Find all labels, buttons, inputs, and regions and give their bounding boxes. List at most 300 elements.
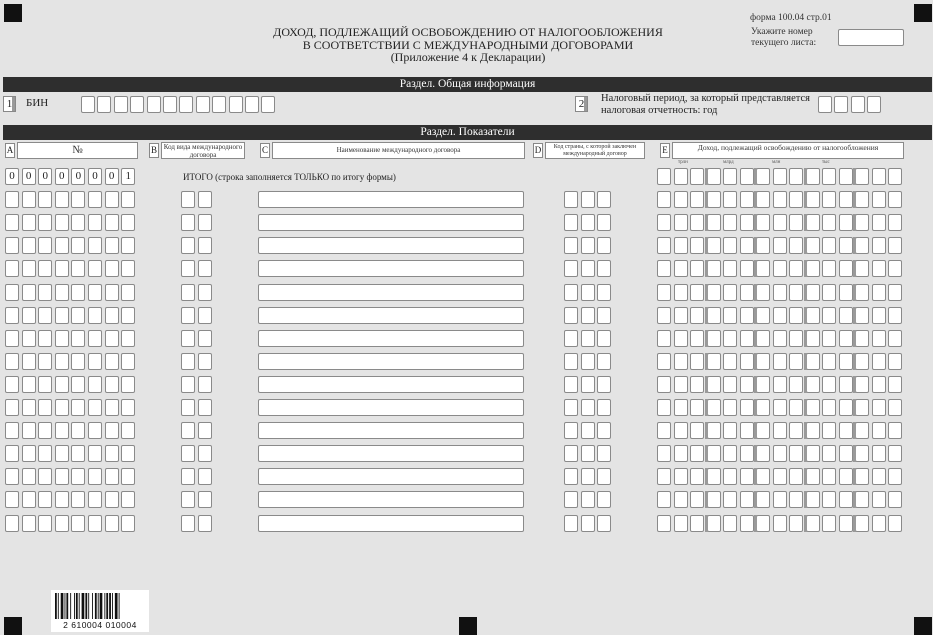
- row-number-cell[interactable]: [55, 376, 69, 393]
- country-code-cell[interactable]: [564, 307, 578, 324]
- row-number-cell[interactable]: [55, 515, 69, 532]
- country-code-cell[interactable]: [564, 468, 578, 485]
- amount-digit-cell[interactable]: [888, 191, 902, 208]
- amount-digit-cell[interactable]: [740, 445, 754, 462]
- bin-digit-cell[interactable]: [163, 96, 177, 113]
- amount-digit-cell[interactable]: [707, 330, 721, 347]
- row-number-cell[interactable]: [105, 284, 119, 301]
- amount-digit-cell[interactable]: [707, 284, 721, 301]
- row-number-cell[interactable]: [121, 237, 135, 254]
- amount-digit-cell[interactable]: [806, 214, 820, 231]
- row-number-cell[interactable]: [105, 191, 119, 208]
- row-number-cell[interactable]: [121, 284, 135, 301]
- row-number-cell[interactable]: 0: [55, 168, 69, 185]
- row-number-cell[interactable]: [22, 214, 36, 231]
- row-number-cell[interactable]: [55, 260, 69, 277]
- row-number-cell[interactable]: [88, 422, 102, 439]
- treaty-type-code-cell[interactable]: [181, 422, 195, 439]
- amount-digit-cell[interactable]: [822, 284, 836, 301]
- country-code-cell[interactable]: [597, 260, 611, 277]
- row-number-cell[interactable]: [22, 491, 36, 508]
- amount-digit-cell[interactable]: [855, 260, 869, 277]
- treaty-name-field[interactable]: [258, 445, 524, 462]
- amount-digit-cell[interactable]: [789, 515, 803, 532]
- treaty-name-field[interactable]: [258, 491, 524, 508]
- country-code-cell[interactable]: [597, 307, 611, 324]
- amount-digit-cell[interactable]: [773, 399, 787, 416]
- year-digit-cell[interactable]: [834, 96, 848, 113]
- amount-digit-cell[interactable]: [690, 422, 704, 439]
- amount-digit-cell[interactable]: [690, 515, 704, 532]
- amount-digit-cell[interactable]: [789, 330, 803, 347]
- amount-digit-cell[interactable]: [872, 330, 886, 347]
- treaty-type-code-cell[interactable]: [198, 515, 212, 532]
- amount-digit-cell[interactable]: [723, 422, 737, 439]
- bin-digit-cell[interactable]: [196, 96, 210, 113]
- amount-digit-cell[interactable]: [789, 445, 803, 462]
- country-code-cell[interactable]: [581, 284, 595, 301]
- amount-digit-cell[interactable]: [789, 491, 803, 508]
- row-number-cell[interactable]: [22, 284, 36, 301]
- country-code-cell[interactable]: [564, 422, 578, 439]
- amount-digit-cell[interactable]: [723, 445, 737, 462]
- row-number-cell[interactable]: [71, 353, 85, 370]
- country-code-cell[interactable]: [597, 491, 611, 508]
- amount-digit-cell[interactable]: [773, 353, 787, 370]
- country-code-cell[interactable]: [581, 422, 595, 439]
- amount-digit-cell[interactable]: [855, 422, 869, 439]
- amount-digit-cell[interactable]: [872, 445, 886, 462]
- row-number-cell[interactable]: [5, 491, 19, 508]
- row-number-cell[interactable]: [5, 376, 19, 393]
- country-code-cell[interactable]: [597, 191, 611, 208]
- row-number-cell[interactable]: [71, 422, 85, 439]
- bin-digit-cell[interactable]: [147, 96, 161, 113]
- bin-digit-cell[interactable]: [81, 96, 95, 113]
- row-number-cell[interactable]: [55, 468, 69, 485]
- amount-digit-cell[interactable]: [855, 445, 869, 462]
- treaty-type-code-cell[interactable]: [198, 468, 212, 485]
- amount-digit-cell[interactable]: [756, 353, 770, 370]
- row-number-cell[interactable]: [105, 214, 119, 231]
- country-code-cell[interactable]: [564, 284, 578, 301]
- amount-digit-cell[interactable]: [773, 307, 787, 324]
- row-number-cell[interactable]: [88, 468, 102, 485]
- row-number-cell[interactable]: [88, 353, 102, 370]
- amount-digit-cell[interactable]: [888, 260, 902, 277]
- amount-digit-cell[interactable]: [723, 515, 737, 532]
- country-code-cell[interactable]: [581, 330, 595, 347]
- treaty-name-field[interactable]: [258, 376, 524, 393]
- country-code-cell[interactable]: [597, 468, 611, 485]
- amount-digit-cell[interactable]: [806, 260, 820, 277]
- row-number-cell[interactable]: [105, 491, 119, 508]
- amount-digit-cell[interactable]: [740, 491, 754, 508]
- amount-digit-cell[interactable]: [773, 491, 787, 508]
- row-number-cell[interactable]: [38, 353, 52, 370]
- row-number-cell[interactable]: [105, 445, 119, 462]
- treaty-type-code-cell[interactable]: [198, 445, 212, 462]
- amount-digit-cell[interactable]: [657, 260, 671, 277]
- bin-digit-cell[interactable]: [114, 96, 128, 113]
- amount-digit-cell[interactable]: [888, 168, 902, 185]
- amount-digit-cell[interactable]: [674, 491, 688, 508]
- row-number-cell[interactable]: [38, 330, 52, 347]
- amount-digit-cell[interactable]: [855, 515, 869, 532]
- year-digit-cell[interactable]: [851, 96, 865, 113]
- amount-digit-cell[interactable]: [789, 376, 803, 393]
- row-number-cell[interactable]: [71, 284, 85, 301]
- bin-digit-cell[interactable]: [229, 96, 243, 113]
- row-number-cell[interactable]: [105, 376, 119, 393]
- amount-digit-cell[interactable]: [822, 353, 836, 370]
- row-number-cell[interactable]: [121, 515, 135, 532]
- row-number-cell[interactable]: [55, 214, 69, 231]
- treaty-name-field[interactable]: [258, 260, 524, 277]
- amount-digit-cell[interactable]: [773, 422, 787, 439]
- amount-digit-cell[interactable]: [740, 353, 754, 370]
- country-code-cell[interactable]: [597, 353, 611, 370]
- treaty-type-code-cell[interactable]: [198, 260, 212, 277]
- country-code-cell[interactable]: [581, 491, 595, 508]
- amount-digit-cell[interactable]: [707, 191, 721, 208]
- row-number-cell[interactable]: [38, 284, 52, 301]
- amount-digit-cell[interactable]: [888, 307, 902, 324]
- row-number-cell[interactable]: [38, 399, 52, 416]
- country-code-cell[interactable]: [581, 515, 595, 532]
- amount-digit-cell[interactable]: [872, 353, 886, 370]
- amount-digit-cell[interactable]: [806, 376, 820, 393]
- amount-digit-cell[interactable]: [707, 422, 721, 439]
- country-code-cell[interactable]: [597, 515, 611, 532]
- amount-digit-cell[interactable]: [888, 330, 902, 347]
- amount-digit-cell[interactable]: [839, 445, 853, 462]
- amount-digit-cell[interactable]: [872, 237, 886, 254]
- amount-digit-cell[interactable]: [707, 353, 721, 370]
- row-number-cell[interactable]: [105, 353, 119, 370]
- amount-digit-cell[interactable]: [822, 422, 836, 439]
- amount-digit-cell[interactable]: [888, 468, 902, 485]
- amount-digit-cell[interactable]: [888, 237, 902, 254]
- row-number-cell[interactable]: [71, 399, 85, 416]
- amount-digit-cell[interactable]: [839, 422, 853, 439]
- row-number-cell[interactable]: [5, 330, 19, 347]
- amount-digit-cell[interactable]: [690, 191, 704, 208]
- amount-digit-cell[interactable]: [707, 168, 721, 185]
- treaty-name-field[interactable]: [258, 515, 524, 532]
- amount-digit-cell[interactable]: [806, 284, 820, 301]
- treaty-type-code-cell[interactable]: [181, 214, 195, 231]
- treaty-name-field[interactable]: [258, 399, 524, 416]
- amount-digit-cell[interactable]: [822, 168, 836, 185]
- amount-digit-cell[interactable]: [756, 214, 770, 231]
- amount-digit-cell[interactable]: [674, 214, 688, 231]
- amount-digit-cell[interactable]: [888, 422, 902, 439]
- treaty-type-code-cell[interactable]: [198, 491, 212, 508]
- row-number-cell[interactable]: [88, 191, 102, 208]
- treaty-type-code-cell[interactable]: [198, 307, 212, 324]
- country-code-cell[interactable]: [597, 330, 611, 347]
- amount-digit-cell[interactable]: [839, 168, 853, 185]
- amount-digit-cell[interactable]: [657, 284, 671, 301]
- amount-digit-cell[interactable]: [723, 376, 737, 393]
- amount-digit-cell[interactable]: [855, 330, 869, 347]
- amount-digit-cell[interactable]: [740, 260, 754, 277]
- row-number-cell[interactable]: [105, 515, 119, 532]
- country-code-cell[interactable]: [597, 237, 611, 254]
- row-number-cell[interactable]: [22, 307, 36, 324]
- row-number-cell[interactable]: [71, 330, 85, 347]
- amount-digit-cell[interactable]: [822, 445, 836, 462]
- row-number-cell[interactable]: [22, 191, 36, 208]
- row-number-cell[interactable]: [38, 376, 52, 393]
- amount-digit-cell[interactable]: [855, 284, 869, 301]
- amount-digit-cell[interactable]: [723, 468, 737, 485]
- amount-digit-cell[interactable]: [657, 330, 671, 347]
- amount-digit-cell[interactable]: [707, 468, 721, 485]
- amount-digit-cell[interactable]: [806, 353, 820, 370]
- amount-digit-cell[interactable]: [657, 191, 671, 208]
- amount-digit-cell[interactable]: [707, 491, 721, 508]
- row-number-cell[interactable]: [5, 214, 19, 231]
- row-number-cell[interactable]: [88, 214, 102, 231]
- amount-digit-cell[interactable]: [822, 237, 836, 254]
- row-number-cell[interactable]: [121, 260, 135, 277]
- treaty-name-field[interactable]: [258, 191, 524, 208]
- row-number-cell[interactable]: [88, 284, 102, 301]
- amount-digit-cell[interactable]: [657, 422, 671, 439]
- amount-digit-cell[interactable]: [773, 260, 787, 277]
- row-number-cell[interactable]: [22, 260, 36, 277]
- amount-digit-cell[interactable]: [723, 191, 737, 208]
- amount-digit-cell[interactable]: [839, 353, 853, 370]
- row-number-cell[interactable]: [38, 445, 52, 462]
- row-number-cell[interactable]: [5, 260, 19, 277]
- treaty-name-field[interactable]: [258, 214, 524, 231]
- amount-digit-cell[interactable]: [839, 468, 853, 485]
- amount-digit-cell[interactable]: [707, 445, 721, 462]
- amount-digit-cell[interactable]: [855, 491, 869, 508]
- bin-digit-cell[interactable]: [245, 96, 259, 113]
- amount-digit-cell[interactable]: [690, 353, 704, 370]
- country-code-cell[interactable]: [581, 376, 595, 393]
- row-number-cell[interactable]: [38, 191, 52, 208]
- row-number-cell[interactable]: [88, 376, 102, 393]
- country-code-cell[interactable]: [581, 307, 595, 324]
- amount-digit-cell[interactable]: [723, 284, 737, 301]
- treaty-type-code-cell[interactable]: [198, 284, 212, 301]
- row-number-cell[interactable]: [88, 445, 102, 462]
- treaty-type-code-cell[interactable]: [198, 422, 212, 439]
- amount-digit-cell[interactable]: [789, 214, 803, 231]
- amount-digit-cell[interactable]: [674, 468, 688, 485]
- row-number-cell[interactable]: [105, 468, 119, 485]
- row-number-cell[interactable]: [38, 260, 52, 277]
- bin-digit-cell[interactable]: [130, 96, 144, 113]
- country-code-cell[interactable]: [581, 468, 595, 485]
- amount-digit-cell[interactable]: [855, 399, 869, 416]
- amount-digit-cell[interactable]: [674, 237, 688, 254]
- amount-digit-cell[interactable]: [740, 515, 754, 532]
- amount-digit-cell[interactable]: [690, 260, 704, 277]
- amount-digit-cell[interactable]: [657, 168, 671, 185]
- country-code-cell[interactable]: [597, 445, 611, 462]
- amount-digit-cell[interactable]: [888, 214, 902, 231]
- row-number-cell[interactable]: [121, 491, 135, 508]
- row-number-cell[interactable]: [38, 237, 52, 254]
- amount-digit-cell[interactable]: [822, 376, 836, 393]
- amount-digit-cell[interactable]: [674, 191, 688, 208]
- amount-digit-cell[interactable]: [690, 237, 704, 254]
- amount-digit-cell[interactable]: [756, 399, 770, 416]
- row-number-cell[interactable]: [38, 515, 52, 532]
- amount-digit-cell[interactable]: [674, 422, 688, 439]
- amount-digit-cell[interactable]: [855, 168, 869, 185]
- row-number-cell[interactable]: [38, 214, 52, 231]
- year-digit-cell[interactable]: [818, 96, 832, 113]
- treaty-name-field[interactable]: [258, 353, 524, 370]
- amount-digit-cell[interactable]: [888, 491, 902, 508]
- amount-digit-cell[interactable]: [707, 399, 721, 416]
- treaty-type-code-cell[interactable]: [181, 468, 195, 485]
- country-code-cell[interactable]: [564, 330, 578, 347]
- amount-digit-cell[interactable]: [723, 330, 737, 347]
- amount-digit-cell[interactable]: [872, 260, 886, 277]
- amount-digit-cell[interactable]: [756, 284, 770, 301]
- amount-digit-cell[interactable]: [872, 284, 886, 301]
- row-number-cell[interactable]: [55, 422, 69, 439]
- row-number-cell[interactable]: [121, 399, 135, 416]
- amount-digit-cell[interactable]: [872, 307, 886, 324]
- row-number-cell[interactable]: [71, 191, 85, 208]
- row-number-cell[interactable]: [88, 515, 102, 532]
- treaty-name-field[interactable]: [258, 468, 524, 485]
- treaty-type-code-cell[interactable]: [198, 237, 212, 254]
- amount-digit-cell[interactable]: [822, 191, 836, 208]
- amount-digit-cell[interactable]: [657, 491, 671, 508]
- treaty-type-code-cell[interactable]: [181, 330, 195, 347]
- row-number-cell[interactable]: [121, 376, 135, 393]
- row-number-cell[interactable]: [55, 399, 69, 416]
- amount-digit-cell[interactable]: [872, 191, 886, 208]
- treaty-type-code-cell[interactable]: [198, 191, 212, 208]
- amount-digit-cell[interactable]: [723, 353, 737, 370]
- country-code-cell[interactable]: [564, 214, 578, 231]
- amount-digit-cell[interactable]: [789, 260, 803, 277]
- amount-digit-cell[interactable]: [806, 491, 820, 508]
- row-number-cell[interactable]: [38, 422, 52, 439]
- treaty-type-code-cell[interactable]: [181, 191, 195, 208]
- amount-digit-cell[interactable]: [674, 168, 688, 185]
- amount-digit-cell[interactable]: [740, 168, 754, 185]
- row-number-cell[interactable]: [22, 353, 36, 370]
- row-number-cell[interactable]: [22, 399, 36, 416]
- country-code-cell[interactable]: [597, 376, 611, 393]
- amount-digit-cell[interactable]: [822, 491, 836, 508]
- amount-digit-cell[interactable]: [674, 353, 688, 370]
- amount-digit-cell[interactable]: [806, 191, 820, 208]
- row-number-cell[interactable]: 0: [71, 168, 85, 185]
- amount-digit-cell[interactable]: [657, 237, 671, 254]
- amount-digit-cell[interactable]: [723, 214, 737, 231]
- row-number-cell[interactable]: [71, 307, 85, 324]
- row-number-cell[interactable]: [71, 491, 85, 508]
- amount-digit-cell[interactable]: [740, 330, 754, 347]
- treaty-name-field[interactable]: [258, 307, 524, 324]
- amount-digit-cell[interactable]: [657, 353, 671, 370]
- country-code-cell[interactable]: [581, 260, 595, 277]
- amount-digit-cell[interactable]: [674, 284, 688, 301]
- row-number-cell[interactable]: [5, 353, 19, 370]
- country-code-cell[interactable]: [564, 260, 578, 277]
- row-number-cell[interactable]: [5, 284, 19, 301]
- amount-digit-cell[interactable]: [756, 307, 770, 324]
- amount-digit-cell[interactable]: [740, 284, 754, 301]
- amount-digit-cell[interactable]: [690, 307, 704, 324]
- amount-digit-cell[interactable]: [822, 260, 836, 277]
- amount-digit-cell[interactable]: [839, 214, 853, 231]
- amount-digit-cell[interactable]: [773, 468, 787, 485]
- row-number-cell[interactable]: [105, 307, 119, 324]
- row-number-cell[interactable]: [22, 330, 36, 347]
- amount-digit-cell[interactable]: [707, 515, 721, 532]
- amount-digit-cell[interactable]: [789, 168, 803, 185]
- country-code-cell[interactable]: [564, 445, 578, 462]
- row-number-cell[interactable]: [71, 376, 85, 393]
- amount-digit-cell[interactable]: [839, 237, 853, 254]
- amount-digit-cell[interactable]: [855, 376, 869, 393]
- row-number-cell[interactable]: [88, 260, 102, 277]
- treaty-type-code-cell[interactable]: [198, 330, 212, 347]
- amount-digit-cell[interactable]: [855, 468, 869, 485]
- amount-digit-cell[interactable]: [740, 399, 754, 416]
- country-code-cell[interactable]: [564, 376, 578, 393]
- amount-digit-cell[interactable]: [674, 376, 688, 393]
- amount-digit-cell[interactable]: [674, 260, 688, 277]
- bin-digit-cell[interactable]: [212, 96, 226, 113]
- amount-digit-cell[interactable]: [822, 330, 836, 347]
- row-number-cell[interactable]: [22, 237, 36, 254]
- row-number-cell[interactable]: [5, 307, 19, 324]
- amount-digit-cell[interactable]: [674, 515, 688, 532]
- country-code-cell[interactable]: [597, 214, 611, 231]
- amount-digit-cell[interactable]: [872, 468, 886, 485]
- row-number-cell[interactable]: [5, 445, 19, 462]
- amount-digit-cell[interactable]: [839, 260, 853, 277]
- treaty-type-code-cell[interactable]: [181, 307, 195, 324]
- amount-digit-cell[interactable]: [773, 237, 787, 254]
- amount-digit-cell[interactable]: [888, 284, 902, 301]
- row-number-cell[interactable]: [22, 422, 36, 439]
- year-digit-cell[interactable]: [867, 96, 881, 113]
- amount-digit-cell[interactable]: [690, 468, 704, 485]
- amount-digit-cell[interactable]: [839, 491, 853, 508]
- amount-digit-cell[interactable]: [690, 330, 704, 347]
- treaty-name-field[interactable]: [258, 284, 524, 301]
- treaty-type-code-cell[interactable]: [181, 353, 195, 370]
- amount-digit-cell[interactable]: [690, 445, 704, 462]
- treaty-type-code-cell[interactable]: [198, 214, 212, 231]
- amount-digit-cell[interactable]: [806, 307, 820, 324]
- amount-digit-cell[interactable]: [690, 284, 704, 301]
- row-number-cell[interactable]: [88, 399, 102, 416]
- amount-digit-cell[interactable]: [756, 168, 770, 185]
- amount-digit-cell[interactable]: [822, 307, 836, 324]
- amount-digit-cell[interactable]: [789, 284, 803, 301]
- country-code-cell[interactable]: [564, 191, 578, 208]
- row-number-cell[interactable]: [105, 260, 119, 277]
- amount-digit-cell[interactable]: [756, 468, 770, 485]
